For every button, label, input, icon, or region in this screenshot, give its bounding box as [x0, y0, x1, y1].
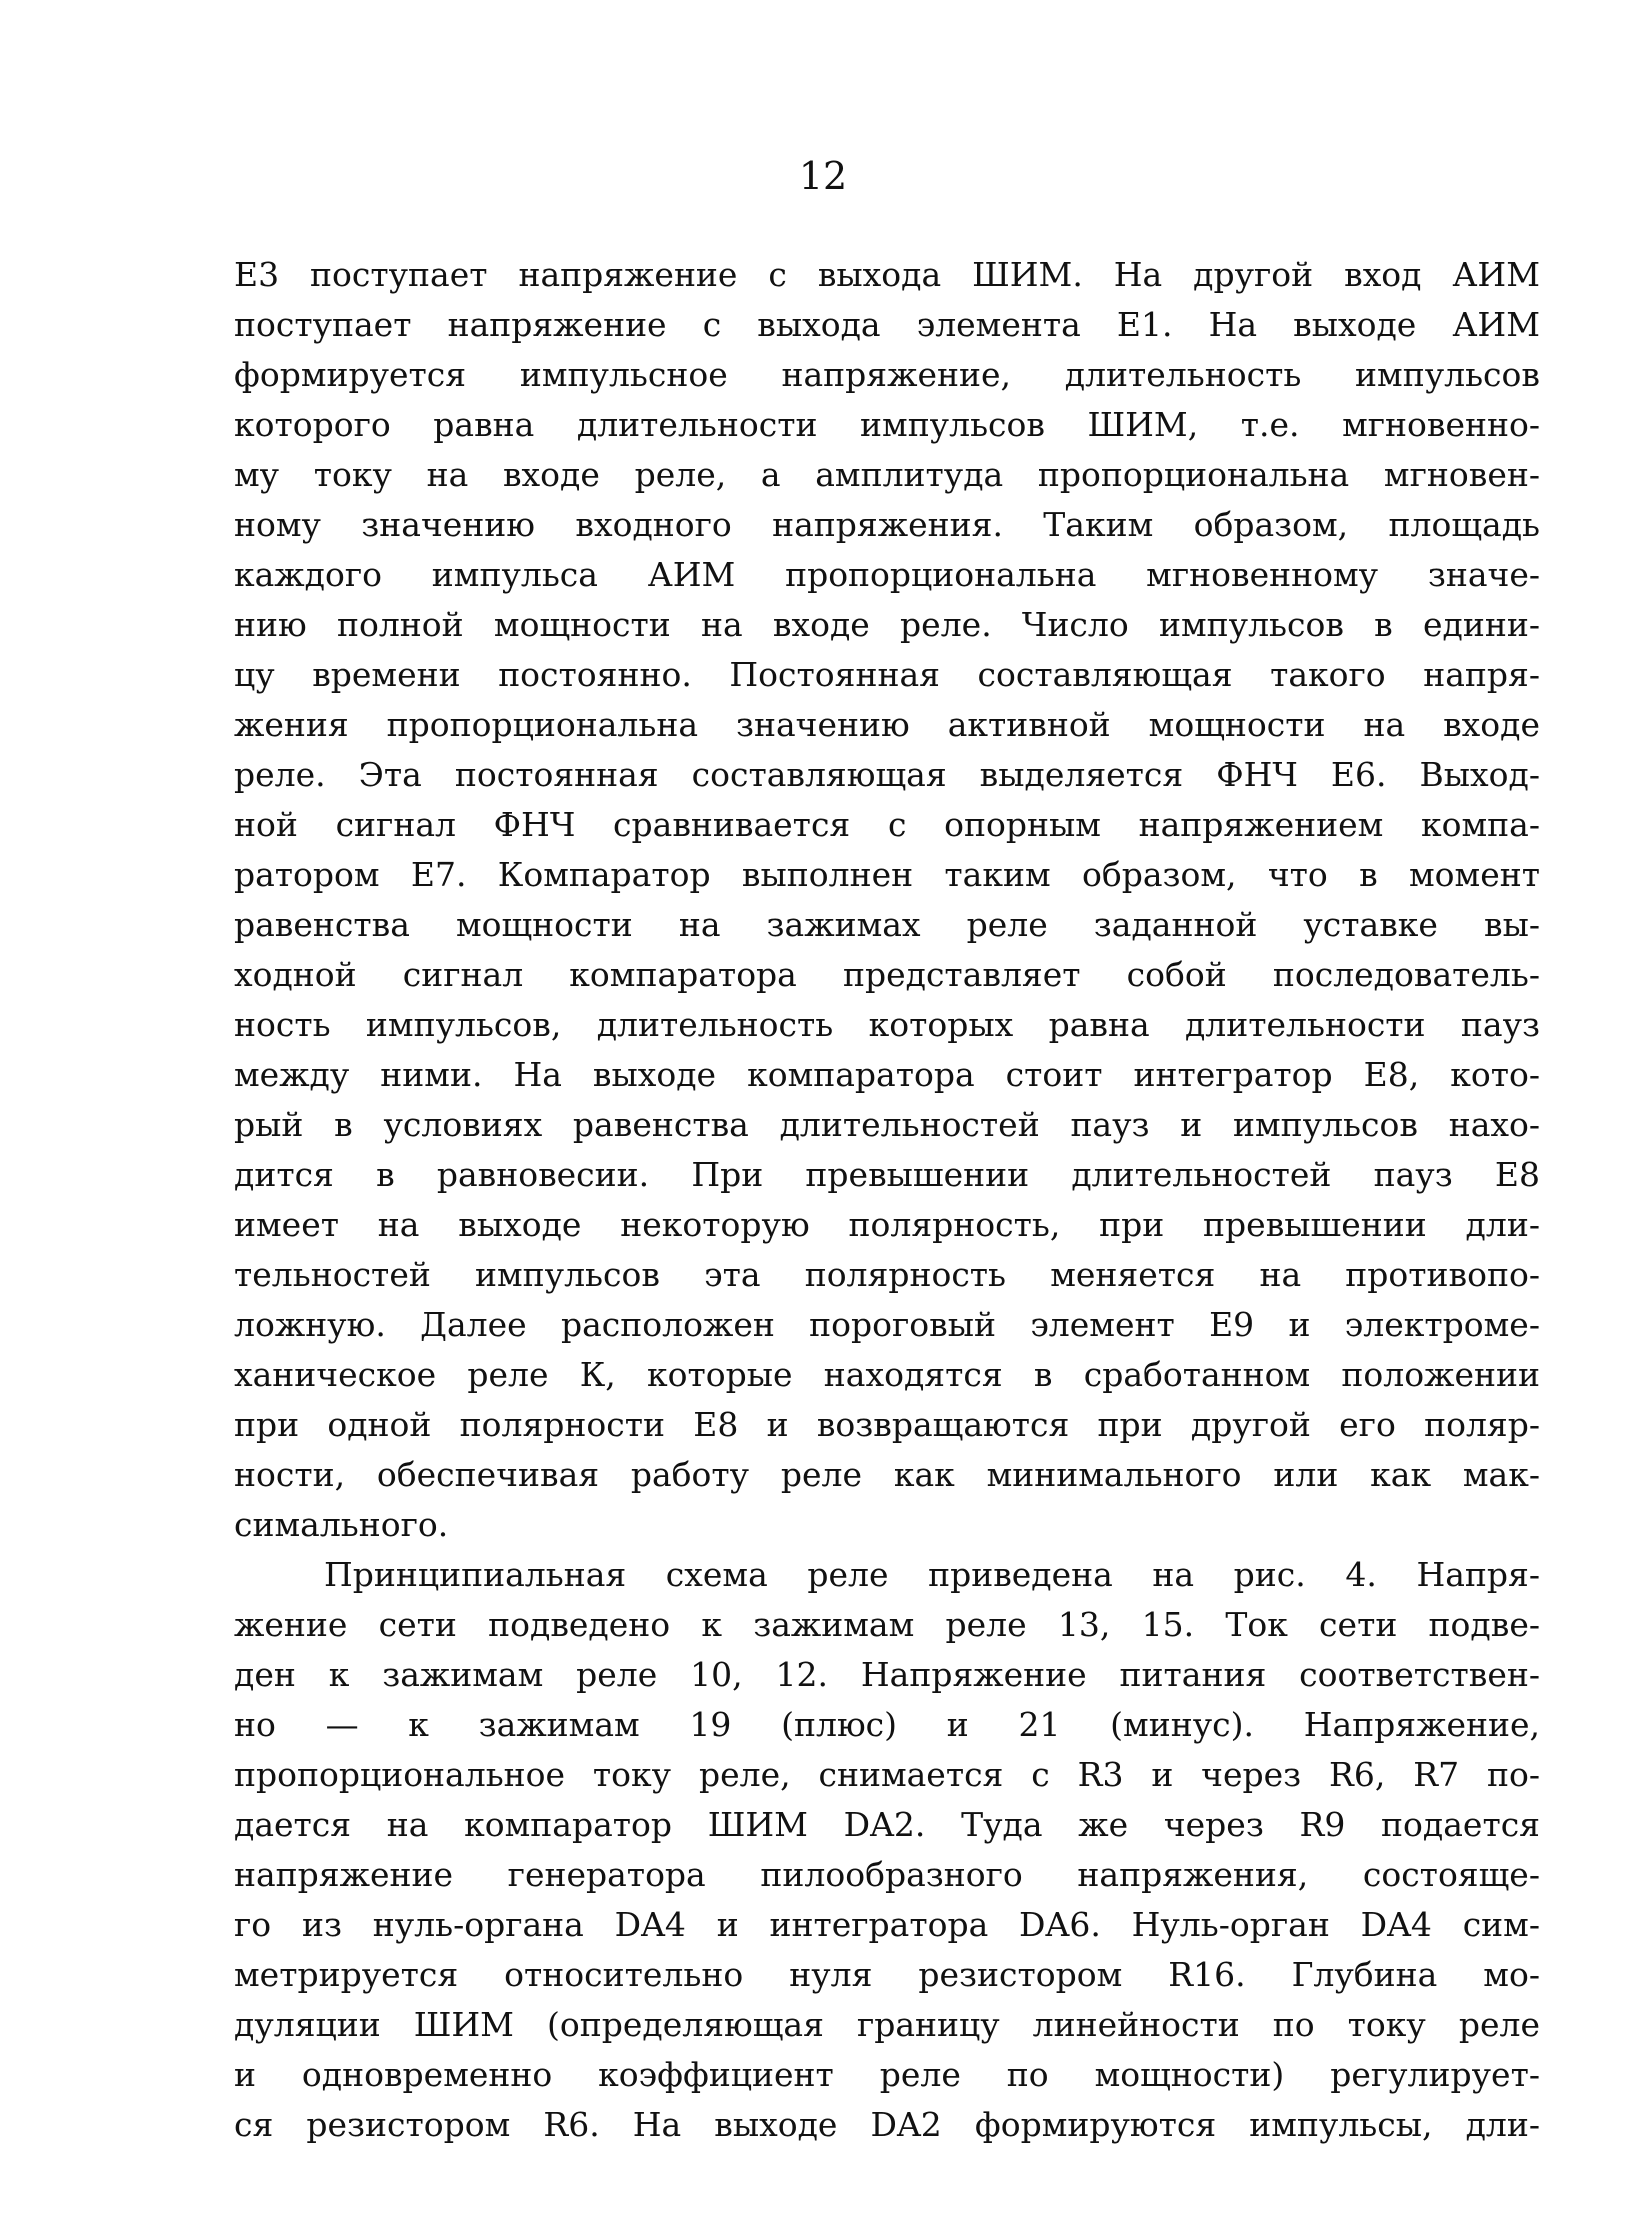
text-line: симального.	[234, 1505, 449, 1544]
text-line: дается на компаратор ШИМ DA2. Туда же через R9 подается	[234, 1805, 1540, 1844]
text-line: пропорциональное току реле, снимается с R3 и через R6, R7 по-	[234, 1755, 1540, 1794]
text-line: го из нуль-органа DA4 и интегратора DA6. Нуль-орган DA4 сим-	[234, 1905, 1540, 1944]
text-line: ханическое реле К, которые находятся в сработанном положении	[234, 1355, 1540, 1394]
text-line: ности, обеспечивая работу реле как минимального или как мак-	[234, 1455, 1540, 1494]
paragraph-2	[234, 1550, 1540, 2150]
text-line: реле. Эта постоянная составляющая выделяется ФНЧ Е6. Выход-	[234, 755, 1540, 794]
body-text	[234, 250, 1540, 2150]
text-line: и одновременно коэффициент реле по мощности) регулирует-	[234, 2055, 1540, 2094]
text-line: рый в условиях равенства длительностей пауз и импульсов нахо-	[234, 1105, 1540, 1144]
text-line: цу времени постоянно. Постоянная составляющая такого напря-	[234, 655, 1540, 694]
text-line: дуляции ШИМ (определяющая границу линейности по току реле	[234, 2005, 1540, 2044]
text-line: ходной сигнал компаратора представляет собой последователь-	[234, 955, 1540, 994]
text-line: Принципиальная схема реле приведена на рис. 4. Напря-	[324, 1555, 1540, 1594]
text-line: ному значению входного напряжения. Таким образом, площадь	[234, 505, 1540, 544]
text-line: имеет на выходе некоторую полярность, при превышении дли-	[234, 1205, 1540, 1244]
text-line: при одной полярности Е8 и возвращаются при другой его поляр-	[234, 1405, 1540, 1444]
text-line: ден к зажимам реле 10, 12. Напряжение питания соответствен-	[234, 1655, 1540, 1694]
text-line: между ними. На выходе компаратора стоит интегратор Е8, кото-	[234, 1055, 1540, 1094]
text-line: которого равна длительности импульсов ШИМ, т.е. мгновенно-	[234, 405, 1540, 444]
text-line: каждого импульса АИМ пропорциональна мгновенному значе-	[234, 555, 1540, 594]
text-line: ность импульсов, длительность которых равна длительности пауз	[234, 1005, 1540, 1044]
text-line: ной сигнал ФНЧ сравнивается с опорным напряжением компа-	[234, 805, 1540, 844]
text-line: равенства мощности на зажимах реле заданной уставке вы-	[234, 905, 1540, 944]
text-line: ся резистором R6. На выходе DA2 формируются импульсы, дли-	[234, 2105, 1540, 2144]
text-line: жение сети подведено к зажимам реле 13, 15. Ток сети подве-	[234, 1605, 1540, 1644]
text-line: метрируется относительно нуля резистором R16. Глубина мо-	[234, 1955, 1540, 1994]
text-line: Е3 поступает напряжение с выхода ШИМ. На другой вход АИМ	[234, 255, 1540, 294]
text-line: нию полной мощности на входе реле. Число импульсов в едини-	[234, 605, 1540, 644]
paragraph-1	[234, 250, 1540, 1550]
text-line: му току на входе реле, а амплитуда пропорциональна мгновен-	[234, 455, 1540, 494]
text-line: напряжение генератора пилообразного напряжения, состояще-	[234, 1855, 1540, 1894]
text-line: но — к зажимам 19 (плюс) и 21 (минус). Напряжение,	[234, 1705, 1540, 1744]
text-line: формируется импульсное напряжение, длительность импульсов	[234, 355, 1540, 394]
text-line: ложную. Далее расположен пороговый элемент Е9 и электроме-	[234, 1305, 1540, 1344]
page-number: 12	[798, 154, 848, 198]
text-line: дится в равновесии. При превышении длительностей пауз Е8	[234, 1155, 1540, 1194]
text-line: жения пропорциональна значению активной мощности на входе	[234, 705, 1540, 744]
text-line: тельностей импульсов эта полярность меняется на противопо-	[234, 1255, 1540, 1294]
text-line: поступает напряжение с выхода элемента Е1. На выходе АИМ	[234, 305, 1540, 344]
text-line: ратором Е7. Компаратор выполнен таким образом, что в момент	[234, 855, 1540, 894]
